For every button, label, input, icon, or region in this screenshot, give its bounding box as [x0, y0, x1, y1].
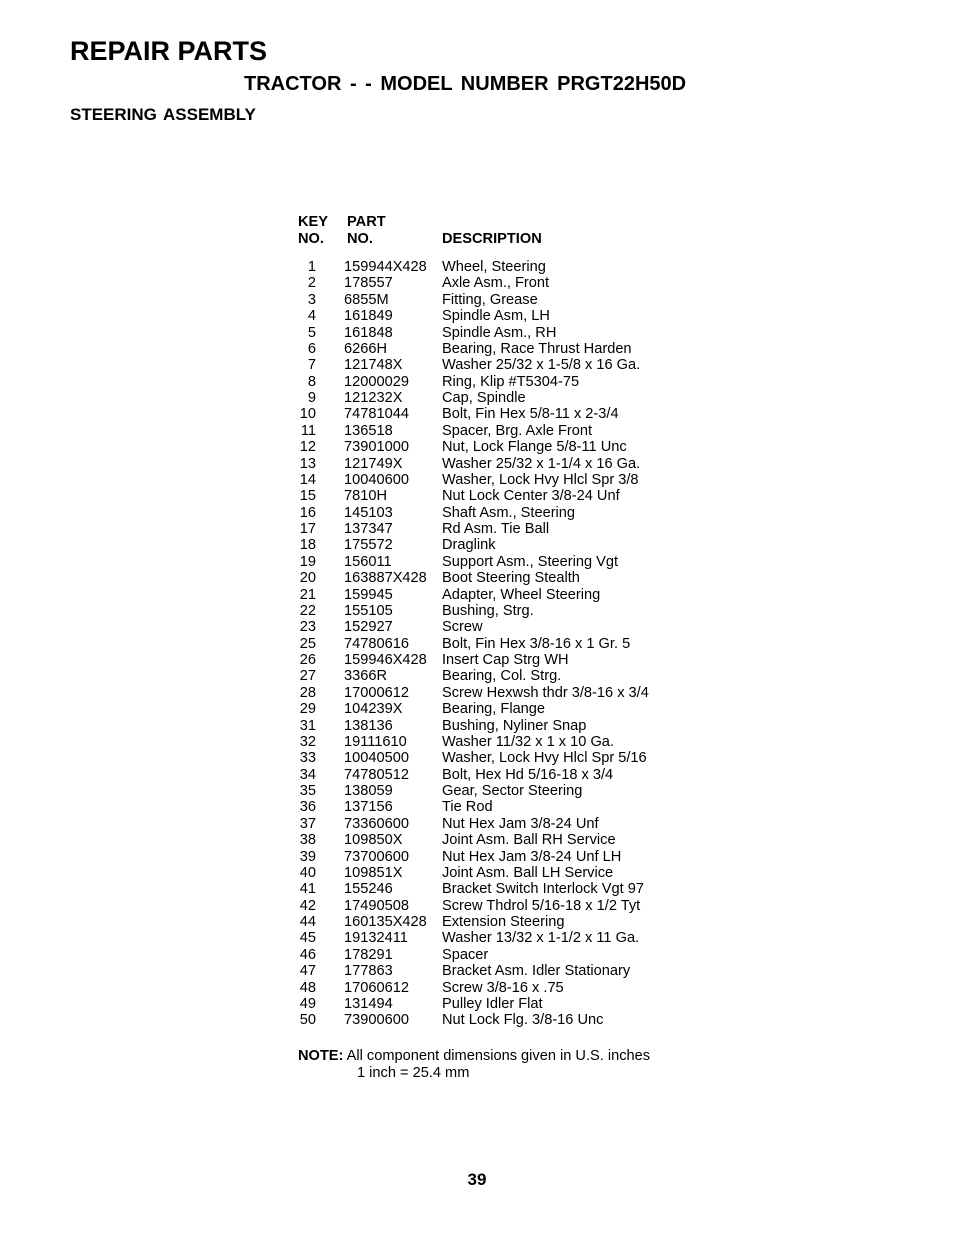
part-description: Bolt, Hex Hd 5/16-18 x 3/4	[442, 766, 614, 783]
part-description: Spindle Asm, LH	[442, 308, 550, 325]
key-number: 15	[299, 488, 316, 505]
part-number: 6266H	[344, 340, 388, 357]
part-number: 73900600	[344, 1012, 409, 1029]
part-description: Insert Cap Strg WH	[442, 652, 569, 668]
key-number: 46	[299, 946, 316, 963]
part-description: Screw Thdrol 5/16-18 x 1/2 Tyt	[442, 897, 641, 914]
key-number: 38	[299, 832, 316, 849]
key-number: 22	[299, 602, 316, 619]
key-number: 20	[299, 570, 316, 587]
part-description: Bearing, Col. Strg.	[442, 668, 562, 685]
part-number: 177863	[344, 963, 393, 980]
part-description: Draglink	[442, 537, 496, 554]
part-number: 73360600	[344, 815, 409, 832]
part-description: Support Asm., Steering Vgt	[442, 553, 619, 570]
part-number: 161849	[344, 308, 393, 325]
part-number: 155105	[344, 602, 393, 619]
table-row	[298, 652, 698, 668]
part-description: Nut Lock Flg. 3/8-16 Unc	[442, 1012, 604, 1029]
part-description: Spacer	[442, 946, 489, 963]
table-row	[298, 783, 698, 799]
table-row	[298, 849, 698, 865]
key-number: 26	[299, 652, 316, 668]
table-row	[298, 554, 698, 570]
part-number: 19111610	[344, 733, 407, 750]
table-row	[298, 914, 698, 930]
table-row	[298, 325, 698, 341]
table-row	[298, 521, 698, 537]
table-row	[298, 488, 698, 504]
key-number: 2	[307, 275, 316, 292]
table-row	[298, 668, 698, 684]
part-description: Screw 3/8-16 x .75	[442, 979, 564, 996]
part-number: 3366R	[344, 668, 388, 685]
part-number: 178291	[344, 946, 393, 963]
table-row	[298, 980, 698, 996]
table-row	[298, 423, 698, 439]
note-text: All component dimensions given in U.S. inches	[346, 1048, 651, 1064]
part-description: Cap, Spindle	[442, 390, 526, 406]
table-row	[298, 718, 698, 734]
part-number: 10040600	[344, 471, 409, 488]
table-row	[298, 685, 698, 701]
part-description: Washer, Lock Hvy Hlcl Spr 5/16	[442, 750, 647, 767]
key-number: 9	[307, 390, 316, 406]
table-row	[298, 292, 698, 308]
key-number: 48	[299, 979, 316, 996]
key-number: 7	[307, 357, 316, 374]
key-number: 36	[299, 799, 316, 816]
part-description: Nut Hex Jam 3/8-24 Unf LH	[442, 848, 622, 865]
part-description: Extension Steering	[442, 914, 565, 930]
table-row	[298, 734, 698, 750]
key-number: 6	[307, 340, 316, 357]
part-number: 7810H	[344, 488, 388, 505]
table-row	[298, 767, 698, 783]
part-number: 104239X	[344, 701, 403, 718]
key-number: 25	[299, 635, 316, 652]
key-number: 41	[299, 881, 316, 898]
table-row	[298, 881, 698, 897]
key-number: 47	[299, 963, 316, 980]
part-number: 121748X	[344, 357, 403, 374]
part-description: Washer 13/32 x 1-1/2 x 11 Ga.	[442, 930, 640, 947]
key-number: 44	[299, 914, 316, 930]
part-number: 74780616	[344, 635, 409, 652]
part-number: 137156	[344, 799, 393, 816]
part-description: Washer 25/32 x 1-1/4 x 16 Ga.	[442, 455, 641, 472]
key-number: 50	[299, 1012, 316, 1029]
key-number: 16	[299, 504, 316, 521]
part-number: 10040500	[344, 750, 409, 767]
key-number: 49	[299, 995, 316, 1012]
key-number: 32	[299, 733, 316, 750]
part-number: 12000029	[344, 373, 409, 390]
key-number: 1	[307, 259, 316, 275]
part-description: Bearing, Flange	[442, 701, 546, 718]
part-number: 6855M	[344, 291, 389, 308]
key-number: 13	[299, 455, 316, 472]
part-description: Boot Steering Stealth	[442, 570, 580, 587]
part-header-line2: NO.	[347, 231, 373, 247]
key-number: 5	[307, 324, 316, 341]
part-number: 159945	[344, 586, 393, 603]
key-number: 42	[299, 897, 316, 914]
part-description: Axle Asm., Front	[442, 275, 550, 292]
part-description: Washer 11/32 x 1 x 10 Ga.	[442, 733, 614, 750]
part-description: Bushing, Strg.	[442, 602, 534, 619]
part-description: Rd Asm. Tie Ball	[442, 521, 550, 537]
table-row	[298, 275, 698, 291]
table-row	[298, 636, 698, 652]
part-number: 121232X	[344, 390, 403, 406]
part-number: 136518	[344, 422, 393, 439]
page-title: REPAIR PARTS	[70, 36, 268, 66]
table-row	[298, 947, 698, 963]
part-number: 152927	[344, 619, 393, 636]
part-description: Joint Asm. Ball LH Service	[442, 864, 614, 881]
part-description: Spacer, Brg. Axle Front	[442, 422, 593, 439]
part-description: Joint Asm. Ball RH Service	[442, 832, 616, 849]
key-number: 10	[299, 406, 316, 423]
part-number: 19132411	[344, 930, 408, 947]
key-number: 11	[300, 422, 316, 439]
part-description: Nut, Lock Flange 5/8-11 Unc	[442, 439, 627, 456]
table-row	[298, 537, 698, 553]
key-number: 34	[299, 766, 316, 783]
table-row	[298, 390, 698, 406]
table-row	[298, 816, 698, 832]
note-label: NOTE:	[298, 1048, 344, 1064]
part-number: 159946X428	[344, 652, 427, 668]
part-description: Bolt, Fin Hex 3/8-16 x 1 Gr. 5	[442, 635, 631, 652]
table-row	[298, 341, 698, 357]
part-description: Pulley Idler Flat	[442, 995, 543, 1012]
key-number: 8	[307, 373, 316, 390]
key-number: 31	[299, 717, 316, 734]
part-number: 73901000	[344, 439, 409, 456]
table-row	[298, 832, 698, 848]
part-description: Washer, Lock Hvy Hlcl Spr 3/8	[442, 471, 639, 488]
table-row	[298, 587, 698, 603]
part-description: Tie Rod	[442, 799, 493, 816]
part-description: Bracket Switch Interlock Vgt 97	[442, 881, 644, 898]
key-number: 37	[299, 815, 316, 832]
table-row	[298, 570, 698, 586]
key-number: 14	[299, 471, 316, 488]
part-number: 178557	[344, 275, 393, 292]
table-row	[298, 472, 698, 488]
table-row	[298, 701, 698, 717]
part-description: Spindle Asm., RH	[442, 324, 557, 341]
key-header-line2: NO.	[298, 231, 324, 247]
table-row	[298, 750, 698, 766]
model-subtitle: TRACTOR - - MODEL NUMBER PRGT22H50D	[244, 73, 687, 95]
part-description: Nut Lock Center 3/8-24 Unf	[442, 488, 620, 505]
part-number: 17060612	[344, 979, 409, 996]
part-description: Gear, Sector Steering	[442, 783, 583, 799]
description-header: DESCRIPTION	[442, 231, 542, 247]
part-number: 109850X	[344, 832, 403, 849]
key-number: 39	[299, 848, 316, 865]
part-number: 163887X428	[344, 570, 427, 587]
key-number: 12	[299, 439, 316, 456]
part-number: 161848	[344, 324, 393, 341]
key-number: 40	[299, 864, 316, 881]
part-number: 121749X	[344, 455, 403, 472]
key-number: 33	[299, 750, 316, 767]
table-row	[298, 439, 698, 455]
table-row	[298, 259, 698, 275]
table-row	[298, 308, 698, 324]
part-description: Bushing, Nyliner Snap	[442, 717, 587, 734]
part-number: 74780512	[344, 766, 409, 783]
key-number: 18	[299, 537, 316, 554]
table-row	[298, 505, 698, 521]
part-description: Ring, Klip #T5304-75	[442, 373, 580, 390]
key-number: 17	[299, 521, 316, 537]
part-description: Screw	[442, 619, 483, 636]
part-description: Fitting, Grease	[442, 291, 538, 308]
key-header-line1: KEY	[298, 214, 329, 230]
part-description: Bearing, Race Thrust Harden	[442, 340, 632, 357]
key-number: 35	[299, 783, 316, 799]
table-row	[298, 603, 698, 619]
part-number: 145103	[344, 504, 393, 521]
key-number: 23	[299, 619, 316, 636]
part-description: Washer 25/32 x 1-5/8 x 16 Ga.	[442, 357, 641, 374]
key-number: 4	[307, 308, 316, 325]
part-number: 156011	[344, 553, 392, 570]
part-number: 109851X	[344, 864, 403, 881]
table-row	[298, 456, 698, 472]
key-number: 28	[299, 684, 316, 701]
part-number: 137347	[344, 521, 393, 537]
part-description: Adapter, Wheel Steering	[442, 586, 601, 603]
table-row	[298, 406, 698, 422]
table-row	[298, 1012, 698, 1028]
part-number: 138059	[344, 783, 393, 799]
part-number: 74781044	[344, 406, 409, 423]
table-row	[298, 865, 698, 881]
part-description: Bolt, Fin Hex 5/8-11 x 2-3/4	[442, 406, 619, 423]
table-row	[298, 619, 698, 635]
part-description: Screw Hexwsh thdr 3/8-16 x 3/4	[442, 684, 649, 701]
table-row	[298, 799, 698, 815]
part-number: 160135X428	[344, 914, 427, 930]
key-number: 3	[307, 291, 316, 308]
part-description: Bracket Asm. Idler Stationary	[442, 963, 631, 980]
table-row	[298, 963, 698, 979]
note-conversion: 1 inch = 25.4 mm	[357, 1064, 470, 1081]
key-number: 27	[299, 668, 316, 685]
part-description: Nut Hex Jam 3/8-24 Unf	[442, 815, 599, 832]
part-number: 131494	[344, 995, 393, 1012]
part-header-line1: PART	[347, 214, 386, 230]
part-number: 17000612	[344, 684, 409, 701]
page-number: 39	[467, 1170, 487, 1189]
key-number: 45	[299, 930, 316, 947]
part-number: 138136	[344, 717, 393, 734]
part-number: 73700600	[344, 848, 409, 865]
parts-table-body	[298, 259, 698, 1029]
part-number: 175572	[344, 537, 393, 554]
section-title: STEERING ASSEMBLY	[70, 105, 256, 124]
key-number: 21	[299, 586, 316, 603]
table-row	[298, 996, 698, 1012]
part-number: 17490508	[344, 897, 409, 914]
table-row	[298, 898, 698, 914]
table-row	[298, 357, 698, 373]
key-number: 29	[299, 701, 316, 718]
part-number: 155246	[344, 881, 393, 898]
part-description: Wheel, Steering	[442, 259, 546, 275]
table-row	[298, 374, 698, 390]
table-row	[298, 930, 698, 946]
key-number: 19	[299, 553, 316, 570]
part-number: 159944X428	[344, 259, 427, 275]
part-description: Shaft Asm., Steering	[442, 504, 576, 521]
